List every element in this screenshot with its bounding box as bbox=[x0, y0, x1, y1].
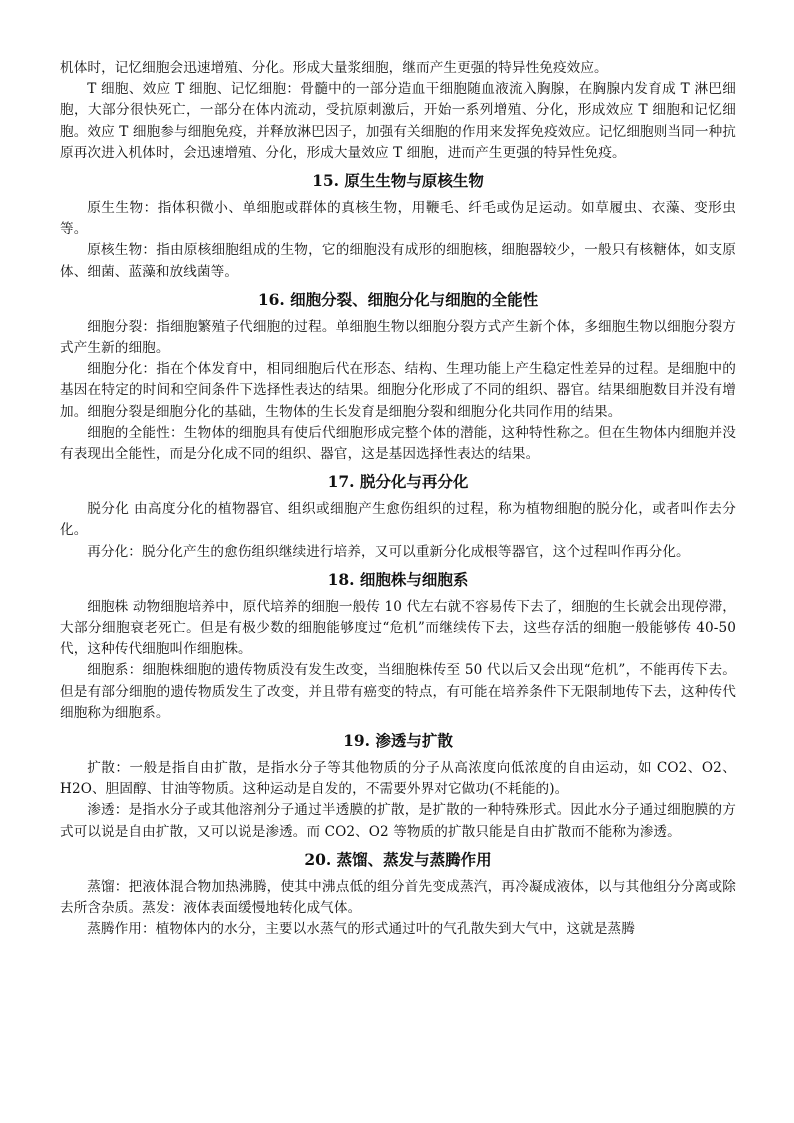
section-15-paragraph-2: 原核生物：指由原核细胞组成的生物，它的细胞没有成形的细胞核，细胞器较少，一般只有核糖体，如支原体、细菌、蓝藻和放线菌等。 bbox=[60, 242, 736, 280]
document-page bbox=[60, 58, 736, 941]
section-20-paragraph-2: 蒸腾作用：植物体内的水分，主要以水蒸气的形式通过叶的气孔散失到大气中，这就是蒸腾 bbox=[87, 921, 635, 938]
section-18-title: 18. 细胞株与细胞系 bbox=[327, 569, 469, 589]
section-16-paragraph-1: 细胞分裂：指细胞繁殖子代细胞的过程。单细胞生物以细胞分裂方式产生新个体，多细胞生物以细胞分裂方式产生新的细胞。 bbox=[60, 318, 736, 357]
section-19-paragraph-1: 扩散：一般是指自由扩散，是指水分子等其他物质的分子从高浓度向低浓度的自由运动，如 CO2、O2、H2O、胆固醇、甘油等物质。这种运动是自发的，不需要外界对它做功(不耗能的)。 bbox=[60, 760, 736, 798]
section-16-title: 16. 细胞分裂、细胞分化与细胞的全能性 bbox=[257, 289, 539, 309]
section-19-paragraph-2: 渗透：是指水分子或其他溶剂分子通过半透膜的扩散，是扩散的一种特殊形式。因此水分子通过细胞膜的方式可以说是自由扩散，又可以说是渗透。而 CO2、O2 等物质的扩散只能是自由扩散而不能称为渗透。 bbox=[60, 802, 736, 840]
section-20-title: 20. 蒸馏、蒸发与蒸腾作用 bbox=[304, 849, 492, 869]
section-20-paragraph-1: 蒸馏：把液体混合物加热沸腾，使其中沸点低的组分首先变成蒸汽，再冷凝成液体，以与其他组分分离或除去所含杂质。蒸发：液体表面缓慢地转化成气体。 bbox=[60, 878, 736, 917]
section-16-paragraph-2: 细胞分化：指在个体发育中，相同细胞后代在形态、结构、生理功能上产生稳定性差异的过程。是细胞中的基因在特定的时间和空间条件下选择性表达的结果。细胞分化形成了不同的组织、器官。结果细胞数目并没有增加。细胞分裂是细胞分化的基础，生物体的生长发育是细胞分裂和细胞分化共同作用的结果。 bbox=[60, 361, 736, 420]
section-17-paragraph-2: 再分化：脱分化产生的愈伤组织继续进行培养，又可以重新分化成根等器官，这个过程叫作再分化。 bbox=[87, 543, 690, 560]
section-18-paragraph-2: 细胞系：细胞株细胞的遗传物质没有发生改变，当细胞株传至 50 代以后又会出现“危机”，不能再传下去。但是有部分细胞的遗传物质发生了改变，并且带有癌变的特点，有可能在培养条件下无限制地传下去，这种传代细胞称为细胞系。 bbox=[60, 662, 736, 721]
section-18-paragraph-1: 细胞株 动物细胞培养中，原代培养的细胞一般传 10 代左右就不容易传下去了，细胞的生长就会出现停滞，大部分细胞衰老死亡。但是有极少数的细胞能够度过“危机”而继续传下去，这些存活的细胞一般能够传 40-50 代，这种传代细胞叫作细胞株。 bbox=[60, 598, 736, 658]
section-16-paragraph-3: 细胞的全能性：生物体的细胞具有使后代细胞形成完整个体的潜能，这种特性称之。但在生物体内细胞并没有表现出全能性，而是分化成不同的组织、器官，这是基因选择性表达的结果。 bbox=[60, 424, 736, 463]
section-17-paragraph-1: 脱分化 由高度分化的植物器官、组织或细胞产生愈伤组织的过程，称为植物细胞的脱分化，或者叫作去分化。 bbox=[60, 501, 736, 539]
section-17-title: 17. 脱分化与再分化 bbox=[327, 472, 469, 492]
section-15-paragraph-1: 原生生物：指体积微小、单细胞或群体的真核生物，用鞭毛、纤毛或伪足运动。如草履虫、衣藻、变形虫等。 bbox=[60, 200, 736, 238]
section-15-title: 15. 原生生物与原核生物 bbox=[312, 171, 484, 191]
section-19-title: 19. 渗透与扩散 bbox=[343, 731, 453, 751]
intro-paragraph-2: T 细胞、效应 T 细胞、记忆细胞：骨髓中的一部分造血干细胞随血液流入胸腺，在胸腺内发育成 T 淋巴细胞，大部分很快死亡，一部分在体内流动，受抗原刺激后，开始一系列增殖、分化，形成效应 T 细胞和记忆细胞。效应 T 细胞参与细胞免疫，并释放淋巴因子，加强有关细胞的作用来发挥免疫效应。记忆细胞则当同一种抗原再次进入机体时，会迅速增殖、分化，形成大量效应 T 细胞，进而产生更强的特异性免疫。 bbox=[60, 81, 736, 161]
intro-paragraph-1: 机体时，记忆细胞会迅速增殖、分化。形成大量浆细胞，继而产生更强的特异性免疫效应。 bbox=[60, 60, 608, 76]
